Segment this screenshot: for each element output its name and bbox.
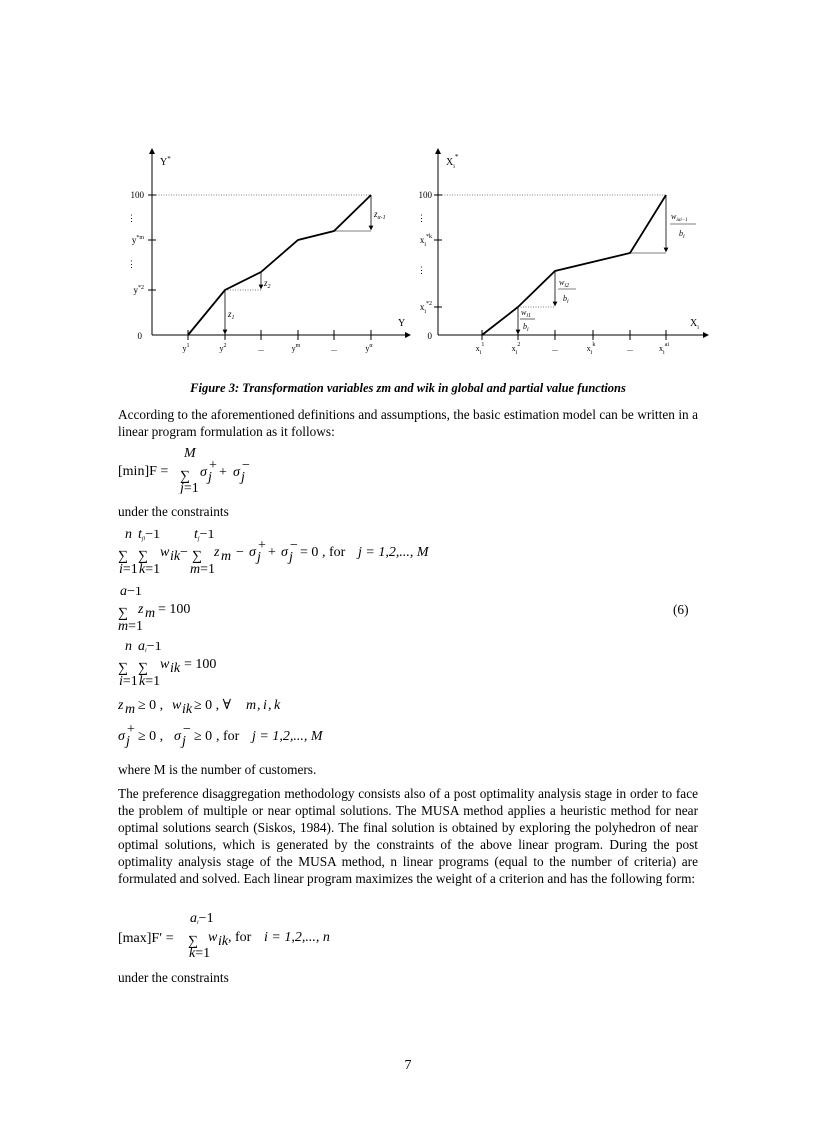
svg-text:σ: σ (249, 545, 256, 560)
constraint-3 (118, 642, 318, 693)
svg-text:+: + (209, 458, 217, 473)
svg-text:∑: ∑ (180, 469, 190, 484)
y-tick-dots: ⋮ (417, 213, 426, 223)
svg-text:bi: $b_i$ (563, 294, 569, 305)
svg-text:m=1: m=1 (118, 619, 144, 633)
svg-text:n: n (125, 530, 132, 542)
svg-text:σ: σ (174, 729, 181, 744)
partial-value-function-chart (417, 151, 706, 356)
range-n: i = 1,2,..., n (264, 930, 330, 945)
y-tick-xstar-k: $x_i^{*k}$ (419, 234, 432, 248)
svg-text:bi: $b_i$ (679, 229, 685, 240)
y-tick-ystar-2: $y^{*2}$ (133, 285, 144, 295)
range-M: j = 1,2,..., M (358, 545, 429, 560)
x-tick-y1: $y^1$ (182, 343, 190, 353)
svg-text:k=1: k=1 (139, 674, 161, 688)
under-constraints-2: under the constraints (118, 970, 229, 985)
under-constraints-1: under the constraints (118, 504, 229, 519)
y-tick-dots: ⋮ (127, 259, 136, 269)
svg-text:wi1: $w_{i1}$ (521, 308, 532, 319)
range-M: j = 1,2,..., M (252, 729, 323, 744)
constraint-1 (118, 530, 538, 581)
svg-text:w: w (208, 930, 218, 945)
svg-text:m: m (145, 606, 156, 621)
svg-text:j: j (241, 470, 245, 485)
svg-text:−: − (242, 458, 250, 473)
paragraph-post-optimality: The preference disaggregation methodology consists also of a post optimality analysis stage in order to face the problem of multiple or near optimal solutions. The MUSA method applies a heuristic method for near optimal solutions search (Siskos, 1984). The final solution is obtained by exploring the polyhedron of near optimal solutions, which is generated by the constraints of the above linear program. During the post optimality analysis stage of the MUSA method, n linear programs (equal to the number of criteria) are formulated and solved. Each linear program maximizes the weight of a criterion and has the following form: (118, 786, 698, 886)
figure-3 (118, 145, 718, 360)
svg-text:ik: ik (170, 661, 181, 676)
svg-text:∑: ∑ (118, 661, 128, 676)
svg-text:k=1: k=1 (139, 562, 161, 576)
y-axis-label: $X_i^*$ (446, 153, 459, 170)
svg-text:k=1: k=1 (189, 946, 211, 958)
svg-text:σ: σ (118, 729, 125, 744)
x-tick-dots: ... (552, 344, 558, 353)
svg-text:a−1: a−1 (120, 587, 142, 599)
svg-text:wiαi−1: $w_{i\alpha}i-1$ (671, 212, 688, 223)
global-value-function-chart (127, 151, 408, 353)
value-function-line (482, 195, 666, 335)
for-text: , for (322, 545, 346, 560)
svg-text:j: j (126, 734, 130, 749)
constraint-5 (118, 723, 418, 754)
svg-text:≥ 0: ≥ 0 (194, 729, 213, 744)
svg-text:≥ 0 , ∀: ≥ 0 , ∀ (194, 698, 232, 713)
svg-text:= 0: = 0 (300, 545, 319, 560)
svg-text:j: j (289, 550, 293, 565)
where-text: where M is the number of customers. (118, 762, 317, 777)
svg-text:k: k (274, 698, 281, 713)
svg-text:j: j (208, 470, 212, 485)
x-tick-dots: ... (627, 344, 633, 353)
svg-text:tji−1: tji−1 (138, 530, 161, 542)
y-axis-label: Y* (160, 155, 171, 168)
svg-text:∑: ∑ (188, 934, 198, 949)
y-tick-ystar-m: $y^{*m}$ (131, 235, 144, 245)
w-ai-minus-1-label (670, 212, 696, 240)
svg-text:ik: ik (182, 702, 193, 716)
x-axis-label: $X_i$ (690, 318, 699, 331)
svg-text:m: m (246, 698, 257, 713)
x-tick-xiai: $x_i^{ai}$ (658, 342, 670, 356)
svg-text:≥ 0 ,: ≥ 0 , (138, 698, 164, 713)
w1-label (520, 308, 535, 333)
objective-max (118, 912, 418, 963)
equation-number: (6) (673, 602, 689, 617)
z1-label: $z_1$ (228, 309, 235, 321)
svg-text:m=1: m=1 (190, 562, 216, 576)
x-tick-ym: $y^m$ (291, 343, 301, 353)
svg-text:j: j (257, 550, 261, 565)
svg-text:z: z (138, 602, 144, 617)
objective-min (118, 448, 318, 499)
svg-text:+: + (127, 723, 135, 737)
svg-text:z: z (118, 698, 124, 713)
svg-text:−: − (183, 723, 191, 737)
objective-max-label: [max]F′ = (118, 931, 174, 946)
svg-text:tj−1: tj−1 (194, 530, 215, 542)
svg-text:ai−1: ai−1 (138, 642, 162, 654)
x-axis-label: Y (398, 318, 406, 329)
y-tick-0: 0 (427, 331, 432, 341)
svg-text:w: w (160, 545, 170, 560)
svg-text:≥ 0 ,: ≥ 0 , (138, 729, 164, 744)
svg-text:M: M (184, 448, 196, 461)
for-text: , for (228, 930, 252, 945)
page-number: 7 (404, 1058, 412, 1073)
svg-text:σ: σ (200, 465, 207, 480)
svg-text:n: n (125, 642, 132, 654)
svg-text:w: w (160, 657, 170, 672)
y-tick-xstar-2: $x_i^{*2}$ (419, 301, 432, 315)
y-tick-0: 0 (137, 331, 142, 341)
svg-text:−: − (180, 545, 188, 560)
svg-text:ai−1: ai−1 (190, 912, 214, 926)
svg-text:−: − (290, 538, 298, 553)
svg-text:w: w (172, 698, 182, 713)
svg-text:∑: ∑ (138, 549, 148, 564)
for-text: , for (216, 729, 240, 744)
w2-label (558, 278, 576, 305)
svg-text:i=1: i=1 (119, 562, 138, 576)
svg-text:σ: σ (281, 545, 288, 560)
svg-text:∑: ∑ (138, 661, 148, 676)
svg-text:ik: ik (170, 549, 181, 564)
svg-text:,: , (257, 698, 261, 713)
svg-text:+: + (219, 465, 227, 480)
svg-text:= 100: = 100 (158, 602, 191, 617)
svg-text:m: m (221, 549, 232, 564)
constraint-4 (118, 692, 418, 721)
svg-text:−: − (236, 545, 244, 560)
constraint-2 (118, 587, 318, 638)
svg-text:m: m (125, 702, 136, 716)
objective-min-label: [min]F = (118, 464, 169, 479)
figure-caption (118, 381, 698, 396)
x-tick-dots: ... (258, 344, 264, 353)
y-tick-100: 100 (130, 190, 144, 200)
svg-text:i=1: i=1 (119, 674, 138, 688)
svg-text:σ: σ (233, 465, 240, 480)
x-tick-y2: $y^2$ (219, 343, 227, 353)
svg-text:j: j (182, 734, 186, 749)
x-tick-xi2: $x_i^2$ (511, 342, 521, 356)
svg-text:z: z (214, 545, 220, 560)
svg-text:∑: ∑ (192, 549, 202, 564)
svg-text:bi: $b_i$ (523, 322, 529, 333)
caption-text: Figure 3: Transformation variables zm and wik in global and partial value functions (190, 381, 626, 395)
svg-text:wi2: $w_{i2}$ (559, 278, 570, 289)
x-tick-xi1: $x_i^1$ (475, 342, 485, 356)
svg-text:i: i (263, 698, 267, 713)
x-tick-dots: ... (331, 344, 337, 353)
y-tick-dots: ⋮ (417, 265, 426, 275)
x-tick-yalpha: $y^\alpha$ (365, 343, 373, 353)
svg-text:j=1: j=1 (180, 481, 199, 494)
svg-text:= 100: = 100 (184, 657, 217, 672)
y-tick-dots: ⋮ (127, 213, 136, 223)
x-tick-xik: $x_i^k$ (586, 342, 596, 356)
svg-text:+: + (268, 545, 276, 560)
z-alpha-minus-1-label: $z_{\alpha-1}$ (374, 209, 386, 221)
value-function-line (188, 195, 371, 335)
svg-text:∑: ∑ (118, 606, 128, 621)
paragraph-intro: According to the aforementioned definitions and assumptions, the basic estimation model can be written in a linear program formulation as it follows: (118, 407, 698, 439)
svg-text:,: , (268, 698, 272, 713)
svg-text:ik: ik (218, 934, 229, 949)
z2-label: $z_2$ (264, 278, 271, 290)
svg-text:∑: ∑ (118, 549, 128, 564)
svg-text:+: + (258, 538, 266, 553)
y-tick-100: 100 (418, 190, 432, 200)
